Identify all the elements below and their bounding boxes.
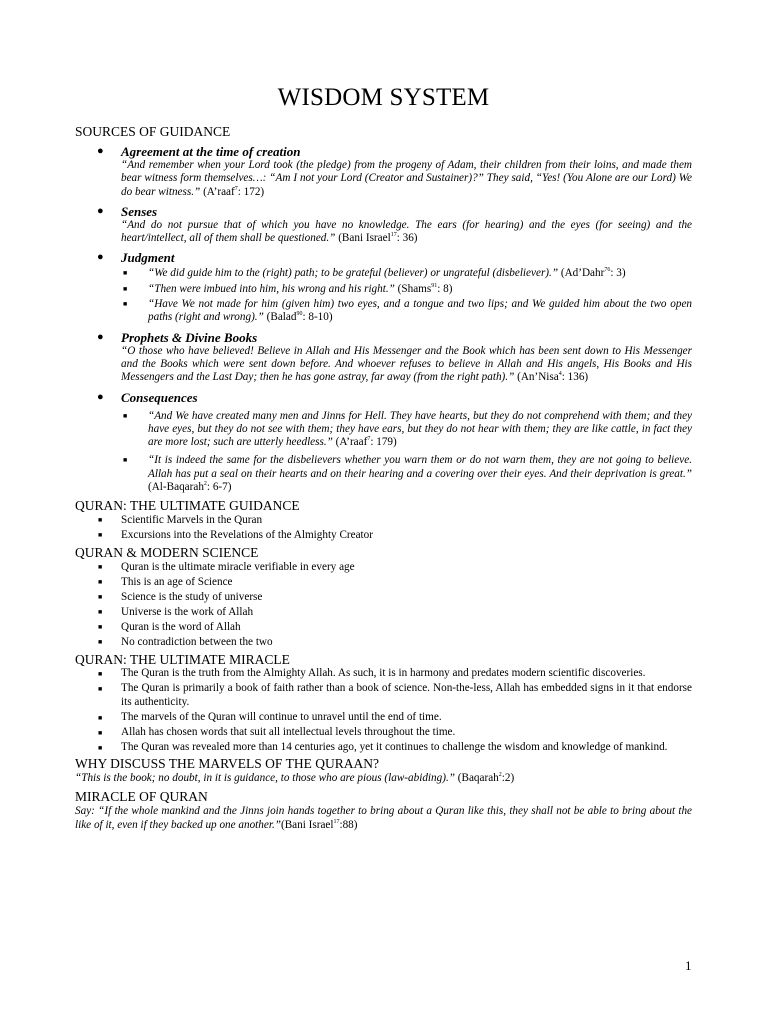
- list-item: ■ The marvels of the Quran will continue to unravel until the end of time.: [98, 710, 442, 723]
- bullet-dot: ●: [97, 330, 104, 343]
- square-bullet: ■: [98, 713, 103, 722]
- judgment-item: ■ “Then were imbued into him, his wrong and his right.” (Shams$^{91}$: 8): [123, 282, 453, 295]
- square-bullet: ■: [98, 670, 103, 679]
- bullet-judgment: [75, 250, 692, 324]
- list-item: ■ The Quran is primarily a book of faith rather than a book of science. Non-the-less, Allah has embedded signs in it that endorse its authenticity.: [98, 682, 692, 708]
- consequence-item: ■ “It is indeed the same for the disbelievers whether you warn them or do not warn them, they are not going to believe. Allah has put a seal on their hearts and on their hearing and a covering over their eyes. And their deprivation is great.” (Al-Baqarah$^2$: 6-7): [123, 454, 692, 494]
- consequence-item: ■ “And We have created many men and Jinns for Hell. They have hearts, but they do not comprehend with them; and they have eyes, but they do not see with them; they have ears, but they do not hear with them; they are like cattle, in fact they are more lost; such are utterly heedless.” (A’raaf$^7$: 179): [123, 409, 692, 449]
- square-bullet: ■: [98, 623, 103, 632]
- document-title: WISDOM SYSTEM: [277, 84, 490, 111]
- list-ultimate-miracle: [75, 667, 692, 754]
- square-bullet: ■: [98, 563, 103, 572]
- quote-prophets: “O those who have believed! Believe in Allah and His Messenger and the Book which has been sent down to His Messenger and the Books which were sent down before. And whoever refuses to believe in Allah and His angels, His Books and His Messengers and the Last Day; then he has gone astray, far away (from the right path).” (An’Nisa$^4$: 136): [121, 344, 692, 384]
- list-item: ■ Excursions into the Revelations of the Almighty Creator: [98, 529, 373, 542]
- square-bullet: ■: [98, 743, 103, 752]
- judgment-item: ■ “We did guide him to the (right) path; to be grateful (believer) or ungrateful (disbeliever).” (Ad’Dahr$^{76}$: 3): [123, 267, 626, 280]
- bullet-dot: ●: [97, 251, 104, 264]
- document-page: [75, 84, 692, 832]
- page-number: 1: [685, 958, 692, 973]
- bullet-consequences: [75, 390, 692, 495]
- bullet-dot: ●: [97, 390, 104, 403]
- list-item: ■ Quran is the word of Allah: [98, 621, 241, 634]
- list-item: ■ Universe is the work of Allah: [98, 606, 254, 619]
- list-ultimate-guidance: [75, 513, 692, 543]
- square-bullet: ■: [98, 578, 103, 587]
- bullet-head: Senses: [121, 203, 158, 219]
- square-bullet: ■: [98, 593, 103, 602]
- list-modern-science: [75, 560, 692, 650]
- bullet-senses: [75, 204, 692, 246]
- quote-senses: “And do not pursue that of which you have no knowledge. The ears (for hearing) and the eyes (for seeing) and the heart/intellect, all of them shall be questioned.” (Bani Israel$^{17}$: 36): [121, 218, 692, 245]
- list-item: ■ No contradiction between the two: [98, 636, 273, 649]
- list-item: ■ The Quran is the truth from the Almighty Allah. As such, it is in harmony and predates modern scientific discoveries.: [98, 667, 646, 680]
- quote-why: “This is the book; no doubt, in it is guidance, to those who are pious (law-abiding).” (Baqarah$^2$:2): [75, 772, 515, 785]
- square-bullet: ■: [98, 516, 103, 525]
- bullet-agreement: [75, 144, 692, 199]
- heading-miracle-of-quran: MIRACLE OF QURAN: [75, 788, 208, 804]
- bullet-head: Judgment: [121, 250, 175, 266]
- bullet-head: Prophets & Divine Books: [121, 329, 258, 345]
- heading-sources-of-guidance: SOURCES OF GUIDANCE: [75, 124, 231, 139]
- square-bullet: ■: [123, 269, 128, 278]
- heading-modern-science: QURAN & MODERN SCIENCE: [75, 545, 259, 561]
- square-bullet: ■: [98, 531, 103, 540]
- square-bullet: ■: [98, 728, 103, 737]
- square-bullet: ■: [98, 685, 103, 694]
- list-item: ■ Scientific Marvels in the Quran: [98, 514, 263, 527]
- judgment-item: ■ “Have We not made for him (given him) two eyes, and a tongue and two lips; and We guided him about the two open paths (right and wrong).” (Balad$^{90}$: 8-10): [123, 298, 692, 324]
- square-bullet: ■: [123, 411, 128, 420]
- heading-why-discuss: WHY DISCUSS THE MARVELS OF THE QURAAN?: [75, 756, 379, 772]
- bullet-dot: ●: [97, 145, 104, 157]
- square-bullet: ■: [98, 638, 103, 647]
- heading-ultimate-miracle: QURAN: THE ULTIMATE MIRACLE: [75, 652, 290, 668]
- list-item: ■ Allah has chosen words that suit all intellectual levels throughout the time.: [98, 725, 456, 738]
- bullet-prophets: [75, 330, 692, 385]
- square-bullet: ■: [98, 608, 103, 617]
- square-bullet: ■: [123, 284, 128, 293]
- quote-agreement: “And remember when your Lord took (the pledge) from the progeny of Adam, their children from their loins, and made them bear witness form themselves…: “Am I not your Lord (Creator and Sustainer)?” They said, “Yes! (You Alone are our Lord) We do bear witness.” (A’raaf$^7$: 172): [121, 159, 692, 198]
- list-item: ■ The Quran was revealed more than 14 centuries ago, yet it continues to challenge the wisdom and knowledge of mankind.: [98, 740, 668, 753]
- bullet-dot: ●: [97, 204, 104, 217]
- list-item: ■ Quran is the ultimate miracle verifiable in every age: [98, 561, 355, 574]
- bullet-head: Consequences: [121, 389, 198, 405]
- bullet-head: Agreement at the time of creation: [121, 144, 301, 159]
- list-item: ■ This is an age of Science: [98, 576, 233, 589]
- list-item: ■ Science is the study of universe: [98, 591, 263, 604]
- heading-ultimate-guidance: QURAN: THE ULTIMATE GUIDANCE: [75, 498, 300, 514]
- square-bullet: ■: [123, 456, 128, 465]
- quote-miracle: Say: “If the whole mankind and the Jinns join hands together to bring about a Quran like this, they shall not be able to bring about the like of it, even if they backed up one another.”(Bani Israel$^{17}$:88): [75, 804, 692, 831]
- square-bullet: ■: [123, 300, 128, 309]
